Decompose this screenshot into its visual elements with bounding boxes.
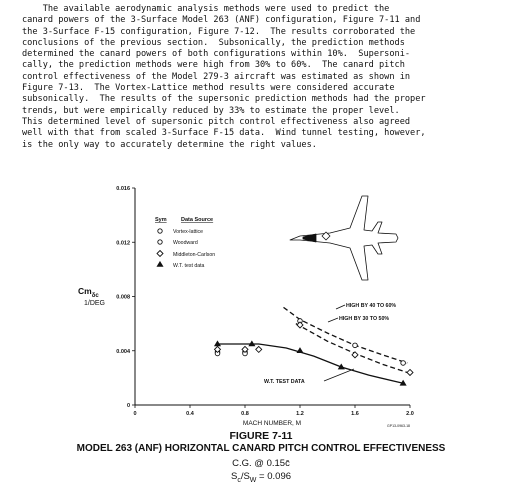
body-text-line: Figure 7-13. The Vortex-Lattice method results were considered accurate [22, 83, 395, 94]
body-text-line: subsonically. The results of the supersonic prediction methods had the proper [22, 94, 426, 105]
body-text-line: cally, the prediction methods were high from 30% to 60%. The canard pitch [22, 60, 405, 71]
y-tick-label: 0.016 [116, 186, 130, 192]
legend-marker-triangle-filled [157, 262, 163, 267]
legend-label-wt-test-data: W.T. test data [173, 263, 205, 269]
legend-label-middleton-carlson: Middleton-Carlson [173, 252, 216, 258]
figure-cg-note: C.G. @ 0.15c̄ [232, 458, 290, 469]
x-tick-label: 0.8 [241, 411, 249, 417]
body-text-line: trends, but were empirically reduced by 33% to estimate the proper level. [22, 105, 400, 116]
body-text-line: canard powers of the 3-Surface Model 263 (ANF) configuration, Figure 7-11 and [22, 15, 421, 26]
x-tick-label: 1.6 [351, 411, 359, 417]
point-triangle-filled [297, 348, 303, 353]
legend-marker-circle-open [158, 229, 162, 233]
body-text-line: control effectiveness of the Model 279-3 aircraft was estimated as shown in [22, 71, 411, 82]
point-circle-open [353, 343, 358, 348]
y-axis-unit: 1/DEG [84, 300, 106, 307]
legend-header-sym: Sym [155, 217, 167, 223]
curve-label-wt-test-data: W.T. TEST DATA [264, 379, 305, 385]
body-text-line: well with that from scaled 3-Surface F-15 data. Wind tunnel testing, however, [22, 128, 426, 139]
leader-line-high-40-60 [336, 305, 345, 309]
y-tick-label: 0.008 [116, 294, 130, 301]
body-text-line: conclusions of the previous section. Subsonically, the prediction methods [22, 37, 405, 48]
legend-marker-circle-open [158, 240, 162, 244]
legend-label-vortex-lattice: Vortex-lattice [173, 229, 203, 235]
legend-label-woodward: Woodward [173, 240, 198, 246]
curve-label-high-40-60: HIGH BY 40 TO 60% [346, 303, 397, 309]
y-tick-label: 0 [126, 403, 130, 409]
figure-area-ratio: $S_c/S_W = 0.096$ [230, 471, 292, 484]
figure-number: FIGURE 7-11 [229, 430, 293, 442]
curve-dashed-1 [296, 324, 407, 373]
x-tick-label: 0.4 [186, 411, 194, 417]
body-text-line: is the only way to accurately determine the right values. [22, 139, 317, 150]
point-diamond-open [256, 346, 262, 352]
x-tick-label: 1.2 [296, 411, 304, 417]
legend-marker-diamond-open [157, 251, 163, 257]
point-diamond-open [407, 369, 413, 375]
body-text-line: This determined level of supersonic pitch control effectiveness also agreed [22, 116, 411, 127]
chart-code: GP13-0963-18 [387, 424, 410, 428]
body-text-line: The available aerodynamic analysis methods were used to predict the [22, 4, 390, 14]
point-diamond-open [297, 322, 303, 328]
legend-header-source: Data Source [181, 217, 214, 223]
body-text-line: the 3-Surface F-15 configuration, Figure 7-12. The results corroborated the [22, 26, 416, 37]
body-text-line: determined the canard powers of both configurations within 10%. Supersoni- [22, 49, 411, 60]
leader-line-high-30-50 [328, 318, 338, 322]
figure-title: MODEL 263 (ANF) HORIZONTAL CANARD PITCH CONTROL EFFECTIVENESS [76, 443, 446, 454]
y-axis-label: $Cm_{\delta c}$ [78, 286, 99, 299]
y-tick-label: 0.004 [116, 348, 130, 355]
leader-line-wt-test-data [324, 369, 354, 381]
point-circle-open [401, 361, 406, 366]
curve-label-high-30-50: HIGH BY 30 TO 50% [339, 316, 390, 322]
y-tick-label: 0.012 [116, 240, 130, 247]
legend [155, 217, 215, 269]
aircraft-silhouette-icon [290, 196, 398, 280]
x-axis-label: MACH NUMBER, M [242, 420, 302, 427]
x-tick-label: 2.0 [406, 411, 414, 417]
x-tick-label: 0 [133, 411, 137, 417]
